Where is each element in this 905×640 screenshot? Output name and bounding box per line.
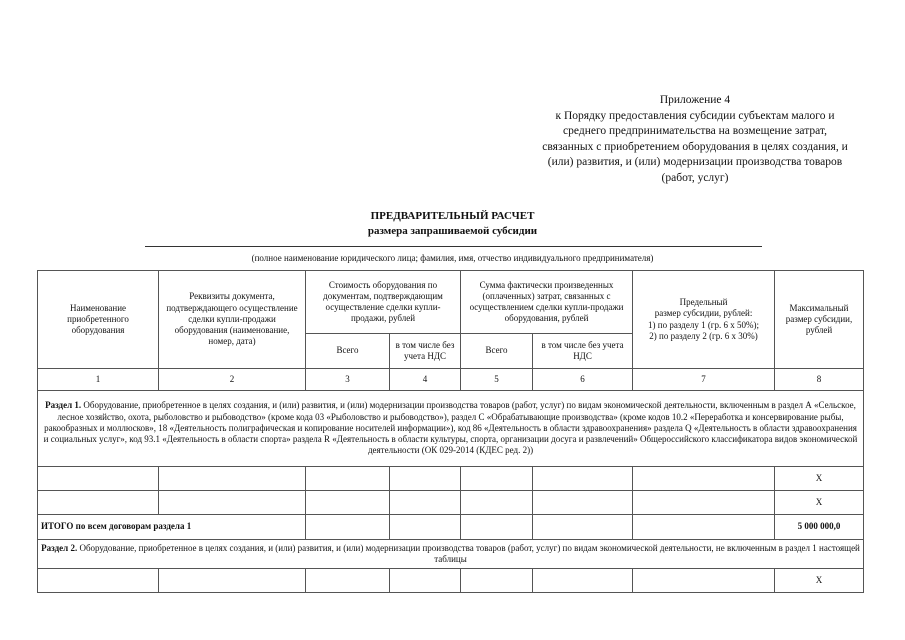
appendix-line: к Порядку предоставления субсидии субъектам малого и [555,109,835,122]
table-cell[interactable] [390,467,461,491]
section2-label: Раздел 2. [41,542,78,553]
table-cell[interactable] [461,467,533,491]
table-cell[interactable] [159,467,306,491]
table-cell[interactable] [533,491,633,515]
appendix-block [500,93,890,186]
table-cell[interactable] [306,491,390,515]
section1-total-label: ИТОГО по всем договорам раздела 1 [38,515,306,540]
column-number: 3 [306,369,390,391]
appendix-line: связанных с приобретением оборудования в целях создания, и [542,140,848,153]
applicant-name-caption: (полное наименование юридического лица; фамилия, имя, отчество индивидуального предпринимателя) [251,253,654,263]
subheader-actual-without-vat: в том числе без учета НДС [533,334,633,369]
header-row [38,271,864,334]
table-cell[interactable] [306,467,390,491]
table-cell[interactable] [390,569,461,593]
table-cell[interactable] [306,569,390,593]
section2-row [38,540,864,569]
section1-row [38,391,864,467]
table-row [38,491,864,515]
column-number: 7 [633,369,775,391]
table-cell[interactable] [633,467,775,491]
appendix-line: (работ, услуг) [661,171,729,184]
column-number: 4 [390,369,461,391]
applicant-name-line [145,246,762,247]
column-number: 6 [533,369,633,391]
subheader-actual-total: Всего [461,334,533,369]
section1-description [38,391,864,467]
header-subsidy-limit-line: 1) по разделу 1 (гр. 6 х 50%); [648,319,759,330]
section1-label: Раздел 1. [45,400,82,411]
table-row [38,569,864,593]
section1-text: Оборудование, приобретенное в целях создания, и (или) развития, и (или) модернизации производства товаров (работ, услуг) по видам экономической деятельности, включенным в раздел А «Сельское, лесное хозяйство, охота, рыболовство и рыбоводство» (кроме кода 03 «Рыболовство и рыбоводство»), раздел С «Обрабатывающие производства» (кроме кодов 10.2 «Переработка и консервирование рыбы, ракообразных и моллюсков», 18 «Деятельность полиграфическая и копирование носителей информации»), код 86 «Деятельность в области здравоохранения» раздела Q «Деятельность в области здравоохранения и социальных услуг», код 93.1 «Деятельность в области спорта» раздела R «Деятельность в области культуры, спорта, организации досуга и развлечений» Общероссийского классификатора видов экономической деятельности (ОК 029-2014 (КДЕС ред. 2)) [43,400,858,456]
document-subtitle: размера запрашиваемой субсидии [367,225,538,237]
table-cell[interactable] [38,467,159,491]
header-actual-costs: Сумма фактически произведенных (оплаченных) затрат, связанных с осуществлением сделки купли-продажи оборудования, рублей [461,271,633,334]
table-cell[interactable] [38,491,159,515]
max-subsidy-mark: Х [775,491,864,515]
table-cell[interactable] [461,491,533,515]
column-number: 8 [775,369,864,391]
table-cell[interactable] [38,569,159,593]
table-cell [533,515,633,540]
table-cell [390,515,461,540]
table-cell[interactable] [461,569,533,593]
section1-total-row [38,515,864,540]
subheader-cost-without-vat: в том числе без учета НДС [390,334,461,369]
table-cell [633,515,775,540]
header-document-details: Реквизиты документа, подтверждающего осуществление сделки купли-продажи оборудования (наименование, номер, дата) [159,271,306,369]
header-subsidy-limit-line: 2) по разделу 2 (гр. 6 х 30%) [649,330,758,341]
column-number: 1 [38,369,159,391]
section2-text: Оборудование, приобретенное в целях создания, и (или) развития, и (или) модернизации производства товаров (работ, услуг) по видам экономической деятельности, не включенным в раздел 1 настоящей таблицы [77,542,860,564]
column-numbers-row [38,369,864,391]
appendix-line: Приложение 4 [659,94,731,106]
max-subsidy-mark: Х [775,467,864,491]
table-cell[interactable] [633,491,775,515]
table-cell[interactable] [159,491,306,515]
header-subsidy-limit-line: размер субсидии, рублей: [654,308,753,319]
table-cell[interactable] [159,569,306,593]
header-subsidy-limit [633,271,775,369]
header-equipment-name: Наименование приобретенного оборудования [38,271,159,369]
max-subsidy-mark: Х [775,569,864,593]
table-cell [461,515,533,540]
header-subsidy-limit-line: Предельный [679,297,728,308]
subsidy-calculation-table [37,270,864,593]
header-equipment-cost: Стоимость оборудования по документам, подтверждающим осуществление сделки купли-продажи, рублей [306,271,461,334]
table-cell[interactable] [533,569,633,593]
header-max-subsidy: Максимальный размер субсидии, рублей [775,271,864,369]
column-number: 5 [461,369,533,391]
appendix-line: (или) развития, и (или) модернизации производства товаров [547,156,843,168]
column-number: 2 [159,369,306,391]
section2-description [38,540,864,569]
table-cell[interactable] [633,569,775,593]
table-cell [306,515,390,540]
table-cell[interactable] [533,467,633,491]
table-cell[interactable] [390,491,461,515]
document-title: ПРЕДВАРИТЕЛЬНЫЙ РАСЧЕТ [370,210,535,222]
section1-total-value: 5 000 000,0 [775,515,864,540]
table-row [38,467,864,491]
appendix-line: среднего предпринимательства на возмещение затрат, [563,125,827,137]
subheader-cost-total: Всего [306,334,390,369]
